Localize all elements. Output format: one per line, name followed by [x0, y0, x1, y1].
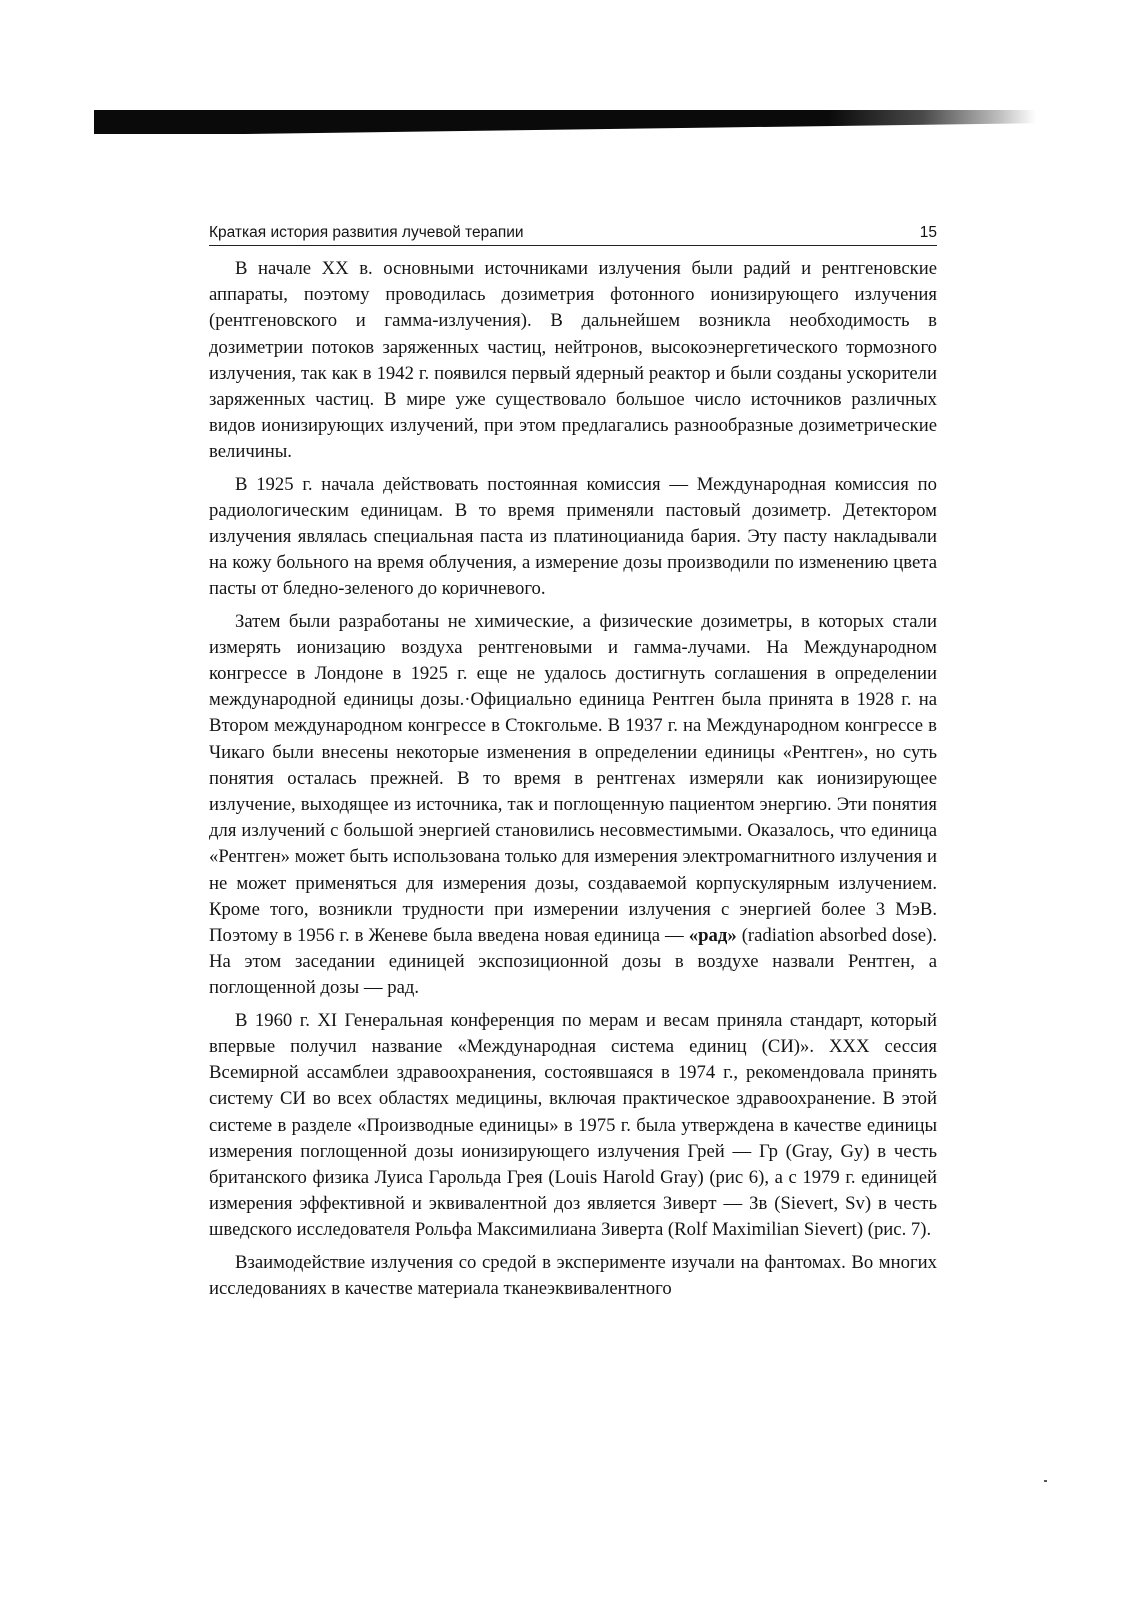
paragraph-2: В 1925 г. начала действовать постоянная комиссия — Международная комиссия по радиологическим единицам. В то время применяли пастовый дозиметр. Детектором излучения являлась специальная паста из платиноцианида бария. Эту пасту накладывали на кожу больного на время облучения, а измерение дозы производили по изменению цвета пасты от бледно-зеленого до коричневого. — [209, 473, 937, 600]
scan-speck — [1044, 1480, 1047, 1482]
paragraph-3-text-before: Затем были разработаны не химические, а физические дозиметры, в которых стали измерять ионизацию воздуха рентгеновыми и гамма-лучами. На Международном конгрессе в Лондоне в 1925 г. еще не удалось достигнуть соглашения в определении международной единицы дозы.·Официально единица Рентген была принята в 1928 г. на Втором международном конгрессе в Стокгольме. В 1937 г. на Международном конгрессе в Чикаго были внесены некоторые изменения в определении единицы «Рентген», но суть понятия осталась прежней. В то время в рентгенах измеряли как ионизирующее излучение, выходящее из источника, так и поглощенную пациентом энергию. Эти понятия для излучений с большой энергией становились несовместимыми. Оказалось, что единица «Рентген» может быть использована только для измерения электромагнитного излучения и не может применяться для измерения дозы, создаваемой корпускулярным излучением. Кроме того, возникли трудности при измерении излучения с энергией более 3 МэВ. Поэтому в 1956 г. в Женеве была введена новая единица — — [209, 610, 937, 947]
term-rad: «рад» — [688, 925, 737, 947]
page-number: 15 — [919, 224, 937, 241]
paragraph-5: Взаимодействие излучения со средой в эксперименте изучали на фантомах. Во многих исследованиях в качестве материала тканеэквивалентного — [209, 1251, 937, 1299]
top-decorative-bar — [94, 110, 1036, 134]
running-head — [209, 223, 937, 246]
paragraph-3-text-after: (radiation absorbed dose). На этом заседании единицей экспозиционной дозы в воздухе назвали Рентген, а поглощенной дозы — рад. — [209, 925, 937, 999]
body-text — [209, 256, 937, 1302]
paragraph-4: В 1960 г. XI Генеральная конференция по мерам и весам приняла стандарт, который впервые получил название «Международная система единиц (СИ)». XXX сессия Всемирной ассамблеи здравоохранения, состоявшаяся в 1974 г., рекомендовала принять систему СИ во всех областях медицины, включая практическое здравоохранение. В этой системе в разделе «Производные единицы» в 1975 г. была утверждена в качестве единицы измерения поглощенной дозы ионизирующего излучения Грей — Гр (Gray, Gy) в честь британского физика Луиса Гарольда Грея (Louis Harold Gray) (рис 6), а с 1979 г. единицей измерения эффективной и эквивалентной доз является Зиверт — Зв (Sievert, Sv) в честь шведского исследователя Рольфа Максимилиана Зиверта (Rolf Maximilian Sievert) (рис. 7). — [209, 1009, 937, 1241]
paragraph-3 — [209, 609, 937, 1002]
paragraph-1: В начале XX в. основными источниками излучения были радий и рентгеновские аппараты, поэтому проводилась дозиметрия фотонного ионизирующего излучения (рентгеновского и гамма-излучения). В дальнейшем возникла необходимость в дозиметрии потоков заряженных частиц, нейтронов, высокоэнергетического тормозного излучения, так как в 1942 г. появился первый ядерный реактор и были созданы ускорители заряженных частиц. В мире уже существовало большое число источников различных видов ионизирующих излучений, при этом предлагались разнообразные дозиметрические величины. — [209, 258, 937, 463]
running-head-title: Краткая история развития лучевой терапии — [209, 224, 524, 241]
